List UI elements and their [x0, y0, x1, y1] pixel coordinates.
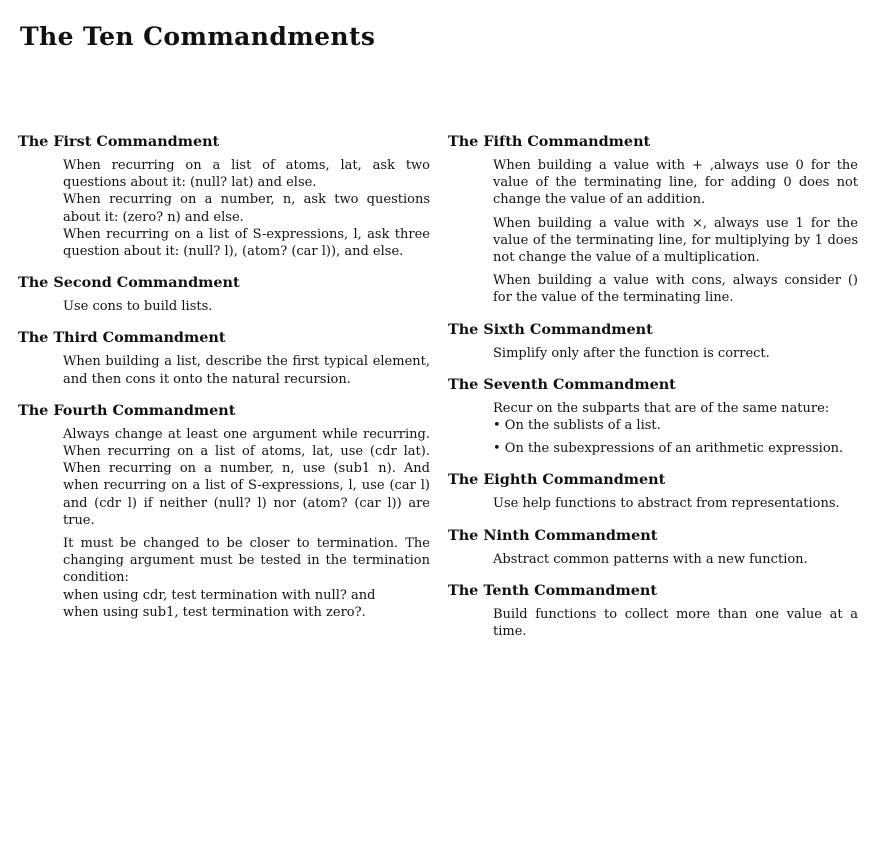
eighth-commandment-heading: The Eighth Commandment	[448, 471, 666, 489]
first-commandment-text-3: When recurring on a list of S-expressions, l, ask three question about it: (null? l), (atom? (car l)), and else.	[63, 226, 430, 260]
tenth-commandment-text: Build functions to collect more than one value at a time.	[493, 606, 858, 640]
right-column	[448, 133, 858, 654]
fifth-commandment-text-1: When building a value with + ,always use 0 for the value of the terminating line, for adding 0 does not change the value of an addition.	[493, 158, 858, 208]
seventh-commandment-bullet-2: • On the subexpressions of an arithmetic expression.	[493, 441, 844, 457]
sixth-commandment-text: Simplify only after the function is correct.	[493, 345, 770, 361]
first-commandment	[18, 133, 430, 260]
tenth-commandment-heading: The Tenth Commandment	[448, 581, 657, 599]
fourth-commandment-heading: The Fourth Commandment	[18, 401, 236, 419]
ninth-commandment-text: Abstract common patterns with a new function.	[493, 551, 808, 567]
first-commandment-body	[63, 157, 430, 260]
ninth-commandment-heading: The Ninth Commandment	[448, 526, 658, 544]
sixth-commandment-heading: The Sixth Commandment	[448, 320, 653, 338]
seventh-commandment-bullet-1: • On the sublists of a list.	[493, 418, 661, 434]
second-commandment-body	[63, 298, 430, 315]
sixth-commandment	[448, 321, 858, 362]
fourth-commandment-text-4: when using sub1, test termination with zero?.	[63, 604, 366, 620]
second-commandment-heading: The Second Commandment	[18, 274, 240, 292]
ninth-commandment-body	[493, 551, 858, 568]
tenth-commandment	[448, 582, 858, 640]
left-column	[18, 133, 430, 635]
fifth-commandment-heading: The Fifth Commandment	[448, 133, 651, 150]
second-commandment	[18, 274, 430, 315]
third-commandment-heading: The Third Commandment	[18, 329, 226, 347]
first-commandment-text-2: When recurring on a number, n, ask two questions about it: (zero? n) and else.	[63, 192, 430, 225]
fifth-commandment-text-2: When building a value with ×, always use 1 for the value of the terminating line, for multiplying by 1 does not change the value of a multiplication.	[493, 215, 858, 266]
tenth-commandment-body	[493, 606, 858, 640]
first-commandment-heading: The First Commandment	[18, 133, 220, 150]
eighth-commandment-text: Use help functions to abstract from representations.	[493, 496, 840, 512]
seventh-commandment-body	[493, 400, 858, 458]
third-commandment	[18, 329, 430, 387]
page-title: The Ten Commandments	[20, 22, 376, 51]
sixth-commandment-body	[493, 345, 858, 362]
seventh-commandment	[448, 376, 858, 458]
third-commandment-text: When building a list, describe the first typical element, and then cons it onto the natural recursion.	[63, 354, 430, 387]
first-commandment-text-1: When recurring on a list of atoms, lat, ask two questions about it: (null? lat) and else.	[63, 158, 430, 191]
fifth-commandment	[448, 133, 858, 307]
eighth-commandment	[448, 471, 858, 512]
fourth-commandment	[18, 402, 430, 621]
second-commandment-text: Use cons to build lists.	[63, 299, 213, 315]
fourth-commandment-text-1: Always change at least one argument while recurring. When recurring on a list of atoms, lat, use (cdr lat). When recurring on a number, n, use (sub1 n). And when recurring on a list of S-expressions, l, use (car l) and (cdr l) if neither (null? l) nor (atom? (car l)) are true.	[63, 426, 430, 528]
seventh-commandment-text: Recur on the subparts that are of the same nature:	[493, 400, 830, 416]
fifth-commandment-text-3: When building a value with cons, always consider () for the value of the terminating line.	[493, 273, 858, 306]
ninth-commandment	[448, 527, 858, 568]
eighth-commandment-body	[493, 495, 858, 512]
fourth-commandment-body	[63, 426, 430, 621]
fourth-commandment-text-3: when using cdr, test termination with null? and	[63, 587, 376, 603]
fourth-commandment-text-2: It must be changed to be closer to termination. The changing argument must be tested in the termination condition:	[63, 536, 430, 586]
fifth-commandment-body	[493, 157, 858, 307]
seventh-commandment-heading: The Seventh Commandment	[448, 375, 676, 393]
third-commandment-body	[63, 353, 430, 387]
